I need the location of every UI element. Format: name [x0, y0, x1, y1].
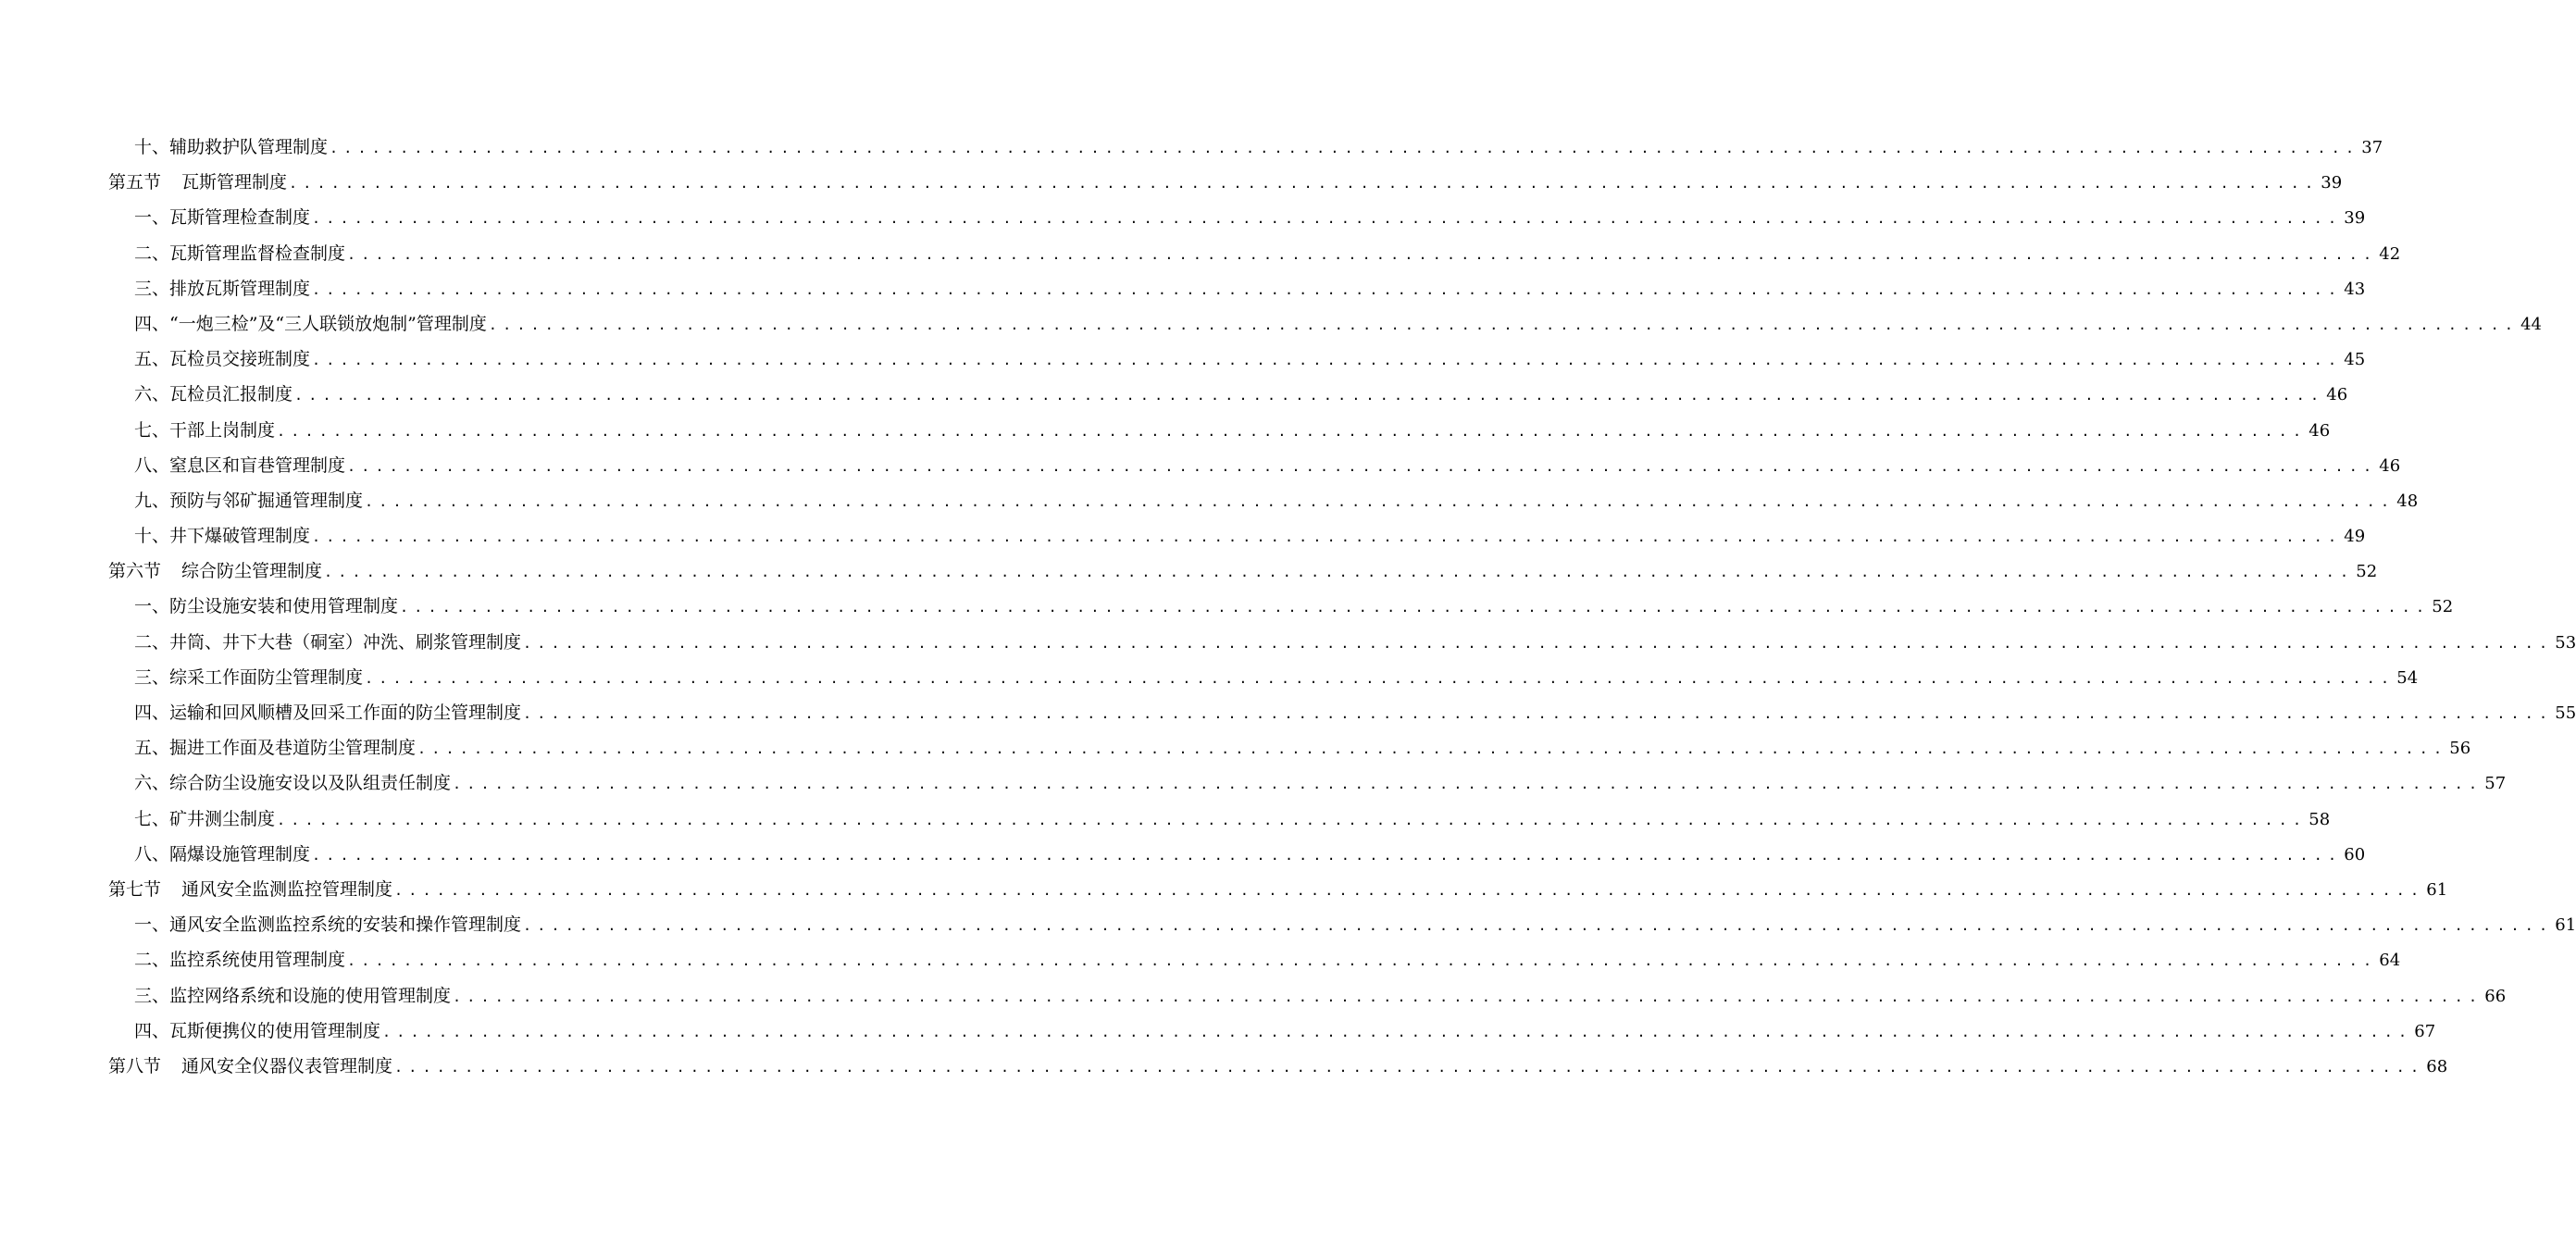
toc-subsection-entry[interactable]: [108, 802, 2331, 837]
toc-entry-title: 十、井下爆破管理制度: [134, 526, 311, 547]
toc-section-title: 通风安全监测监控管理制度: [181, 878, 393, 900]
toc-dot-leader: ................................................................................................................................................: [453, 988, 2483, 1005]
toc-dot-leader: ................................................................................................................................................: [417, 740, 2448, 758]
toc-entry-title: [108, 1049, 392, 1084]
toc-subsection-entry[interactable]: [108, 236, 2401, 271]
toc-page-number: 64: [2379, 951, 2401, 971]
toc-page-number: 44: [2520, 314, 2542, 334]
toc-page-number: 48: [2396, 491, 2419, 511]
toc-entry-title: 三、监控网络系统和设施的使用管理制度: [134, 985, 452, 1006]
toc-entry-title: 十、辅助救护队管理制度: [134, 137, 329, 157]
toc-subsection-entry[interactable]: [108, 730, 2471, 765]
toc-dot-leader: ................................................................................................................................................: [294, 387, 2325, 404]
toc-subsection-entry[interactable]: [108, 377, 2348, 412]
toc-page-number: 52: [2432, 597, 2454, 617]
toc-page-number: 43: [2344, 279, 2366, 299]
toc-subsection-entry[interactable]: [108, 130, 2383, 165]
toc-dot-leader: ................................................................................................................................................: [523, 634, 2554, 652]
toc-dot-leader: ................................................................................................................................................: [453, 776, 2483, 793]
toc-entry-title: 九、预防与邻矿掘通管理制度: [134, 490, 364, 511]
toc-dot-leader: ................................................................................................................................................: [330, 140, 2360, 156]
toc-page-number: 49: [2344, 527, 2366, 547]
toc-entry-title: 八、窒息区和盲巷管理制度: [134, 454, 346, 476]
toc-section-entry[interactable]: [108, 165, 2343, 200]
toc-dot-leader: ................................................................................................................................................: [523, 705, 2554, 722]
toc-subsection-entry[interactable]: [108, 271, 2366, 306]
table-of-contents: [108, 130, 2576, 1084]
toc-entry-title: 六、综合防尘设施安设以及队组责任制度: [134, 773, 452, 794]
toc-page-number: 61: [2426, 879, 2448, 900]
toc-subsection-entry[interactable]: [108, 625, 2576, 660]
toc-subsection-entry[interactable]: [108, 907, 2576, 942]
toc-section-number: 第八节: [108, 1055, 162, 1076]
toc-subsection-entry[interactable]: [108, 589, 2454, 624]
toc-page-number: 45: [2344, 350, 2366, 370]
toc-section-title: 通风安全仪器仪表管理制度: [181, 1055, 393, 1076]
toc-page-number: 42: [2379, 243, 2401, 264]
toc-subsection-entry[interactable]: [108, 978, 2507, 1014]
toc-page-number: 39: [2321, 173, 2343, 193]
toc-page-number: 68: [2426, 1056, 2448, 1076]
toc-page-number: 39: [2344, 208, 2366, 229]
toc-section-entry[interactable]: [108, 1049, 2448, 1084]
toc-subsection-entry[interactable]: [108, 660, 2419, 695]
toc-page-number: 53: [2555, 632, 2576, 653]
toc-entry-title: 三、综采工作面防尘管理制度: [134, 666, 364, 688]
toc-entry-title: 五、掘进工作面及巷道防尘管理制度: [134, 738, 417, 759]
toc-subsection-entry[interactable]: [108, 448, 2401, 483]
toc-subsection-entry[interactable]: [108, 942, 2401, 977]
toc-entry-title: 一、防尘设施安装和使用管理制度: [134, 596, 399, 617]
toc-page-number: 66: [2484, 986, 2507, 1006]
toc-dot-leader: ................................................................................................................................................: [312, 846, 2343, 864]
toc-page-number: 52: [2356, 562, 2378, 582]
toc-entry-title: 六、瓦检员汇报制度: [134, 384, 293, 405]
toc-dot-leader: ................................................................................................................................................: [365, 669, 2396, 687]
toc-entry-title: 二、井筒、井下大巷（硐室）冲洗、刷浆管理制度: [134, 631, 522, 653]
toc-entry-title: [108, 872, 392, 907]
toc-subsection-entry[interactable]: [108, 200, 2366, 235]
toc-dot-leader: ................................................................................................................................................: [400, 599, 2431, 616]
toc-section-title: 综合防尘管理制度: [181, 561, 323, 582]
toc-dot-leader: ................................................................................................................................................: [289, 175, 2320, 193]
toc-entry-title: 二、瓦斯管理监督检查制度: [134, 243, 346, 264]
toc-entry-title: 七、干部上岗制度: [134, 419, 276, 441]
toc-page-number: 46: [2308, 420, 2331, 441]
toc-page-number: 55: [2555, 703, 2576, 723]
toc-dot-leader: ................................................................................................................................................: [347, 245, 2378, 263]
toc-entry-title: 八、隔爆设施管理制度: [134, 843, 311, 865]
toc-dot-leader: ................................................................................................................................................: [277, 422, 2308, 440]
toc-entry-title: 一、瓦斯管理检查制度: [134, 207, 311, 229]
toc-entry-title: 七、矿井测尘制度: [134, 808, 276, 829]
toc-section-number: 第六节: [108, 561, 162, 582]
toc-page-number: 54: [2396, 667, 2419, 688]
toc-page-number: 37: [2361, 138, 2383, 157]
toc-subsection-entry[interactable]: [108, 765, 2507, 801]
toc-page-number: 61: [2555, 915, 2576, 936]
toc-page-number: 56: [2449, 739, 2471, 759]
toc-page-number: 46: [2379, 455, 2401, 476]
toc-page-number: 58: [2308, 809, 2331, 829]
toc-dot-leader: ................................................................................................................................................: [394, 881, 2425, 899]
toc-section-entry[interactable]: [108, 554, 2378, 589]
toc-section-title: 瓦斯管理制度: [181, 172, 288, 193]
toc-entry-title: 三、排放瓦斯管理制度: [134, 278, 311, 299]
toc-entry-title: 四、运输和回风顺槽及回采工作面的防尘管理制度: [134, 703, 522, 723]
toc-dot-leader: ................................................................................................................................................: [347, 952, 2378, 970]
toc-subsection-entry[interactable]: [108, 518, 2366, 554]
toc-dot-leader: ................................................................................................................................................: [347, 457, 2378, 475]
toc-dot-leader: ................................................................................................................................................: [488, 316, 2520, 333]
toc-dot-leader: ................................................................................................................................................: [277, 811, 2308, 828]
toc-entry-title: 二、监控系统使用管理制度: [134, 950, 346, 971]
toc-page-number: 57: [2484, 774, 2507, 794]
toc-subsection-entry[interactable]: [108, 837, 2366, 872]
toc-dot-leader: ................................................................................................................................................: [365, 492, 2396, 510]
toc-dot-leader: ................................................................................................................................................: [394, 1058, 2425, 1076]
toc-entry-title: 四、“一炮三检”及“三人联锁放炮制”管理制度: [134, 313, 487, 334]
toc-entry-title: [108, 554, 322, 589]
toc-dot-leader: ................................................................................................................................................: [312, 280, 2343, 298]
toc-entry-title: 五、瓦检员交接班制度: [134, 349, 311, 370]
toc-dot-leader: ................................................................................................................................................: [382, 1023, 2413, 1040]
toc-entry-title: [108, 165, 287, 200]
toc-dot-leader: ................................................................................................................................................: [324, 564, 2355, 581]
toc-subsection-entry[interactable]: [108, 1014, 2436, 1049]
toc-page-number: 46: [2326, 385, 2348, 405]
toc-subsection-entry[interactable]: [108, 483, 2419, 518]
toc-subsection-entry[interactable]: [108, 413, 2331, 448]
toc-section-number: 第七节: [108, 878, 162, 900]
toc-entry-title: 四、瓦斯便携仪的使用管理制度: [134, 1020, 381, 1041]
toc-subsection-entry[interactable]: [108, 342, 2366, 377]
toc-entry-title: 一、通风安全监测监控系统的安装和操作管理制度: [134, 914, 522, 936]
toc-dot-leader: ................................................................................................................................................: [312, 352, 2343, 369]
toc-section-number: 第五节: [108, 172, 162, 193]
toc-page-number: 67: [2414, 1021, 2436, 1041]
toc-page-number: 60: [2344, 844, 2366, 865]
toc-dot-leader: ................................................................................................................................................: [523, 917, 2554, 935]
toc-subsection-entry[interactable]: [108, 695, 2576, 730]
toc-section-entry[interactable]: [108, 872, 2448, 907]
toc-subsection-entry[interactable]: [108, 306, 2542, 342]
toc-dot-leader: ................................................................................................................................................: [312, 529, 2343, 546]
toc-dot-leader: ................................................................................................................................................: [312, 210, 2343, 228]
